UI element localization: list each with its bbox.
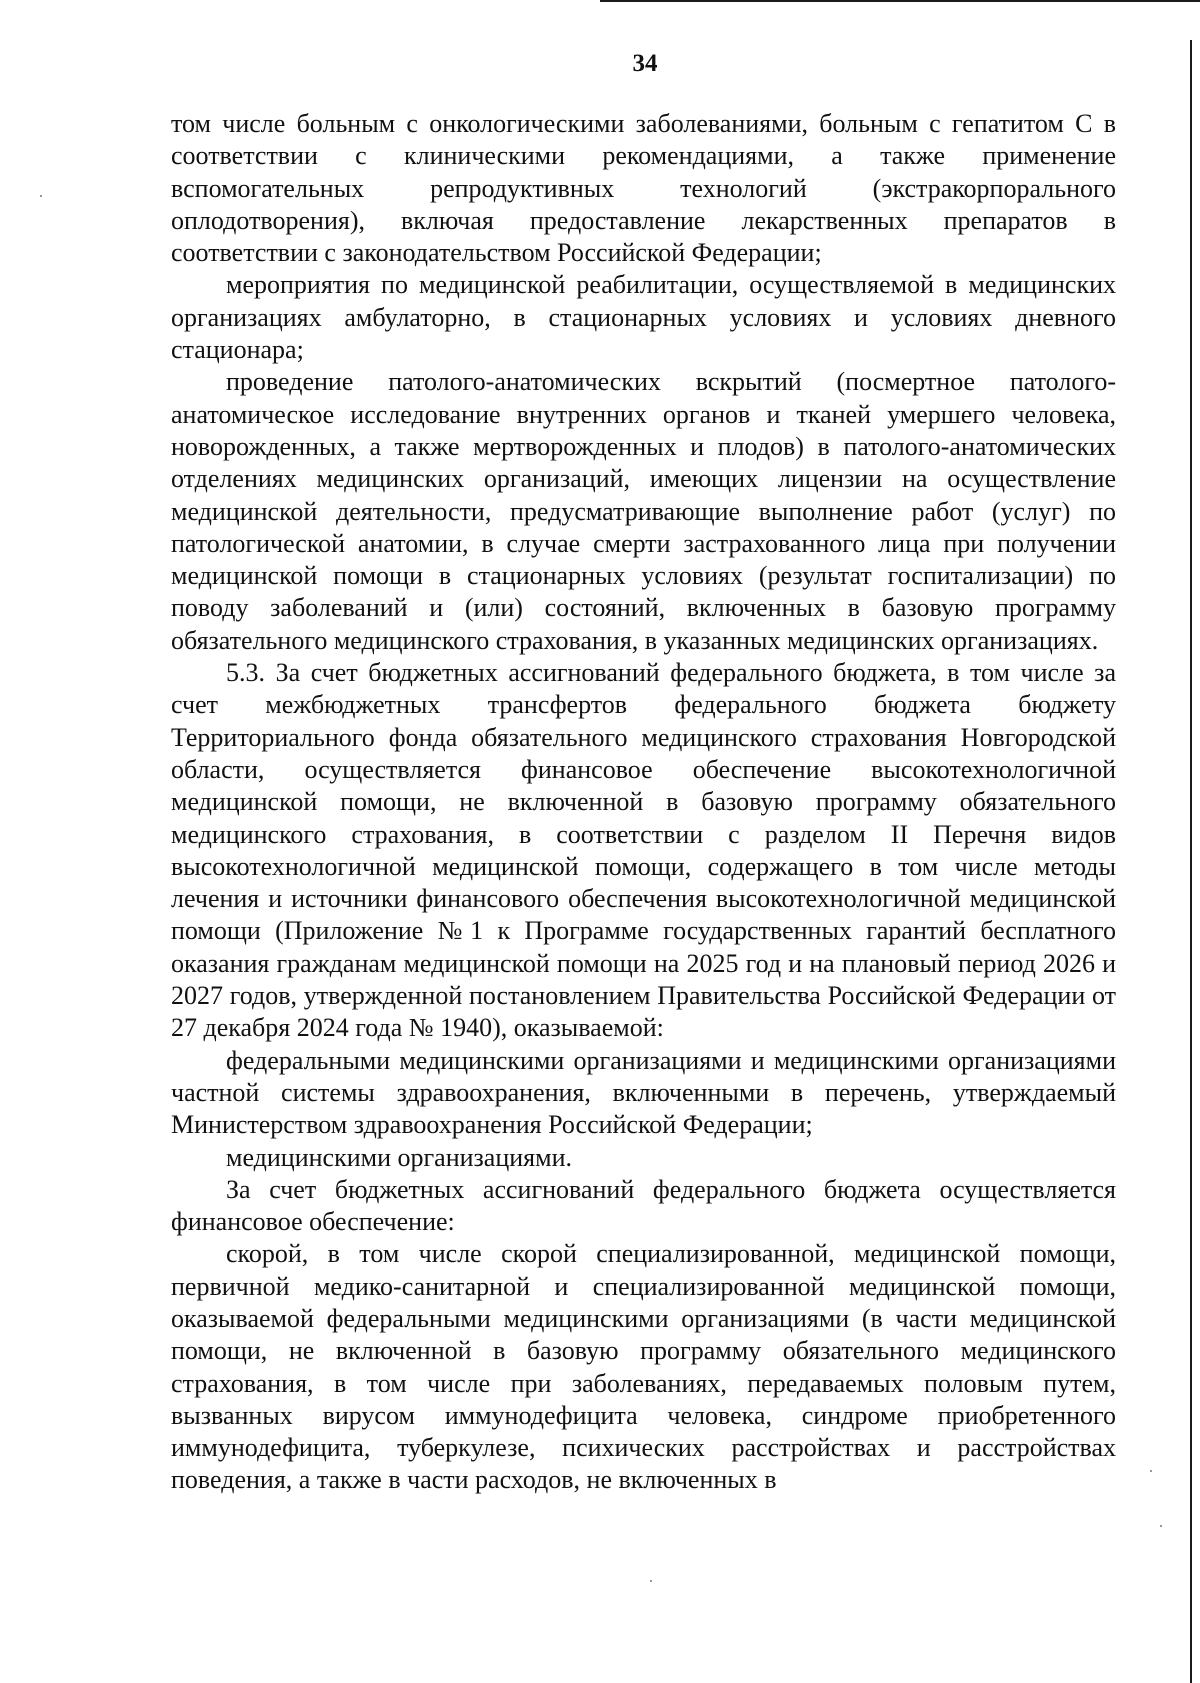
paragraph: проведение патолого-анатомических вскрытий (посмертное патолого-анатомическое исследование внутренних органов и тканей умершего человека, новорожденных, а также мертворожденных и плодов) в патолого-анатомических отделениях медицинских организаций, имеющих лицензии на осуществление медицинской деятельности, предусматривающие выполнение работ (услуг) по патологической анатомии, в случае смерти застрахованного лица при получении медицинской помощи в стационарных условиях (результат госпитализации) по поводу заболеваний и (или) состояний, включенных в базовую программу обязательного медицинского страхования, в указанных медицинских организациях.: [171, 367, 1116, 655]
paragraph: скорой, в том числе скорой специализированной, медицинской помощи, первичной медико-санитарной и специализированной медицинской помощи, оказываемой федеральными медицинскими организациями (в части медицинской помощи, не включенной в базовую программу обязательного медицинского страхования, в том числе при заболеваниях, передаваемых половым путем, вызванных вирусом иммунодефицита человека, синдроме приобретенного иммунодефицита, туберкулезе, психических расстройствах и расстройствах поведения, а также в части расходов, не включенных в: [171, 1239, 1116, 1495]
paragraph: За счет бюджетных ассигнований федерального бюджета осуществляется финансовое обеспечение:: [171, 1174, 1116, 1237]
scan-edge-right: [1190, 40, 1192, 1683]
scan-speck: [1150, 1470, 1152, 1472]
paragraph: мероприятия по медицинской реабилитации, осуществляемой в медицинских организациях амбулаторно, в стационарных условиях и условиях дневного стационара;: [171, 270, 1116, 365]
paragraph: том числе больным с онкологическими заболеваниями, больным с гепатитом С в соответствии с клиническими рекомендациями, а также применение вспомогательных репродуктивных технологий (экстракорпорального оплодотворения), включая предоставление лекарственных препаратов в соответствии с законодательством Российской Федерации;: [171, 109, 1116, 268]
paragraph: медицинскими организациями.: [226, 1142, 572, 1172]
page-number: 34: [632, 50, 658, 77]
paragraph: 5.3. За счет бюджетных ассигнований федерального бюджета, в том числе за счет межбюджетных трансфертов федерального бюджета бюджету Территориального фонда обязательного медицинского страхования Новгородской области, осуществляется финансовое обеспечение высокотехнологичной медицинской помощи, не включенной в базовую программу обязательного медицинского страхования, в соответствии с разделом II Перечня видов высокотехнологичной медицинской помощи, содержащего в том числе методы лечения и источники финансового обеспечения высокотехнологичной медицинской помощи (Приложение №1 к Программе государственных гарантий бесплатного оказания гражданам медицинской помощи на 2025 год и на плановый период 2026 и 2027 годов, утвержденной постановлением Правительства Российской Федерации от 27 декабря 2024 года № 1940), оказываемой:: [171, 658, 1116, 1043]
scan-speck: [650, 1580, 652, 1582]
scan-speck: [40, 195, 42, 197]
paragraph: федеральными медицинскими организациями и медицинскими организациями частной системы здравоохранения, включенными в перечень, утверждаемый Министерством здравоохранения Российской Федерации;: [171, 1045, 1116, 1140]
scan-speck: [1160, 1525, 1162, 1527]
document-body: [171, 108, 1116, 1497]
scan-edge-top: [600, 0, 1200, 2]
